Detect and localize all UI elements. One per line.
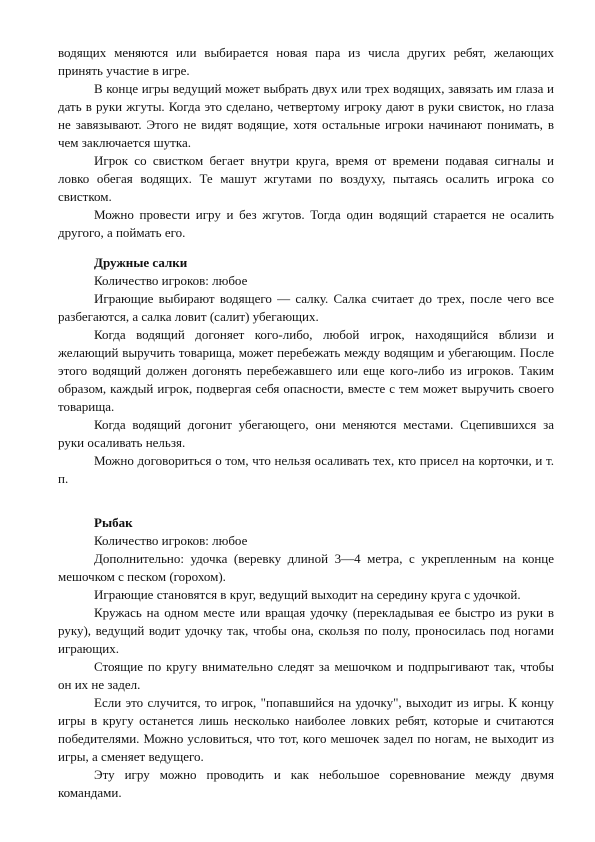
equipment-note: Дополнительно: удочка (веревку длиной 3—4 метра, с укрепленным на конце мешочком с песком (горохом).: [58, 551, 554, 584]
paragraph: Можно договориться о том, что нельзя осаливать тех, кто присел на корточки, и т. п.: [58, 453, 554, 486]
document-page: [58, 44, 554, 802]
paragraph: Эту игру можно проводить и как небольшое соревнование между двумя командами.: [58, 767, 554, 800]
paragraph: Кружась на одном месте или вращая удочку (перекладывая ее быстро из руки в руку), ведущий водит удочку так, чтобы она, скользя по полу, проносилась под ногами играющих.: [58, 605, 554, 656]
paragraph: водящих меняются или выбирается новая пара из числа других ребят, желающих принять участие в игре.: [58, 45, 554, 78]
player-count: Количество игроков: любое: [94, 273, 248, 288]
paragraph: Можно провести игру и без жгутов. Тогда один водящий старается не осалить другого, а поймать его.: [58, 207, 554, 240]
paragraph: В конце игры ведущий может выбрать двух или трех водящих, завязать им глаза и дать в руки жгуты. Когда это сделано, четвертому игроку дают в руки свисток, но глаза не завязывают. Этого не видят водящие, хотя остальные игроки начинают понимать, в чем заключается шутка.: [58, 81, 554, 150]
section-heading: Рыбак: [94, 515, 133, 530]
paragraph: Стоящие по кругу внимательно следят за мешочком и подпрыгивают так, чтобы он их не задел.: [58, 659, 554, 692]
paragraph: Когда водящий догоняет кого-либо, любой игрок, находящийся вблизи и желающий выручить товарища, может перебежать между водящим и убегающим. После этого водящий должен догонять перебежавшего или еще кого-либо из игроков. Таким образом, каждый игрок, подвергая себя опасности, вместе с тем может выручить своего товарища.: [58, 327, 554, 414]
paragraph: Играющие выбирают водящего — салку. Салка считает до трех, после чего все разбегаются, а салка ловит (салит) убегающих.: [58, 291, 554, 324]
player-count: Количество игроков: любое: [94, 533, 248, 548]
spacer: [58, 488, 554, 502]
paragraph: Играющие становятся в круг, ведущий выходит на середину круга с удочкой.: [94, 587, 521, 602]
section-heading: Дружные салки: [94, 255, 188, 270]
paragraph: Если это случится, то игрок, "попавшийся на удочку", выходит из игры. К концу игры в кругу останется лишь несколько наиболее ловких ребят, которые и считаются победителями. Можно условиться, что тот, кого мешочек задел по ногам, не выходит из игры, а сменяет ведущего.: [58, 695, 554, 764]
paragraph: Игрок со свистком бегает внутри круга, время от времени подавая сигналы и ловко обегая водящих. Те машут жгутами по воздуху, пытаясь осалить игрока со свистком.: [58, 153, 554, 204]
paragraph: Когда водящий догонит убегающего, они меняются местами. Сцепившихся за руки осаливать нельзя.: [58, 417, 554, 450]
